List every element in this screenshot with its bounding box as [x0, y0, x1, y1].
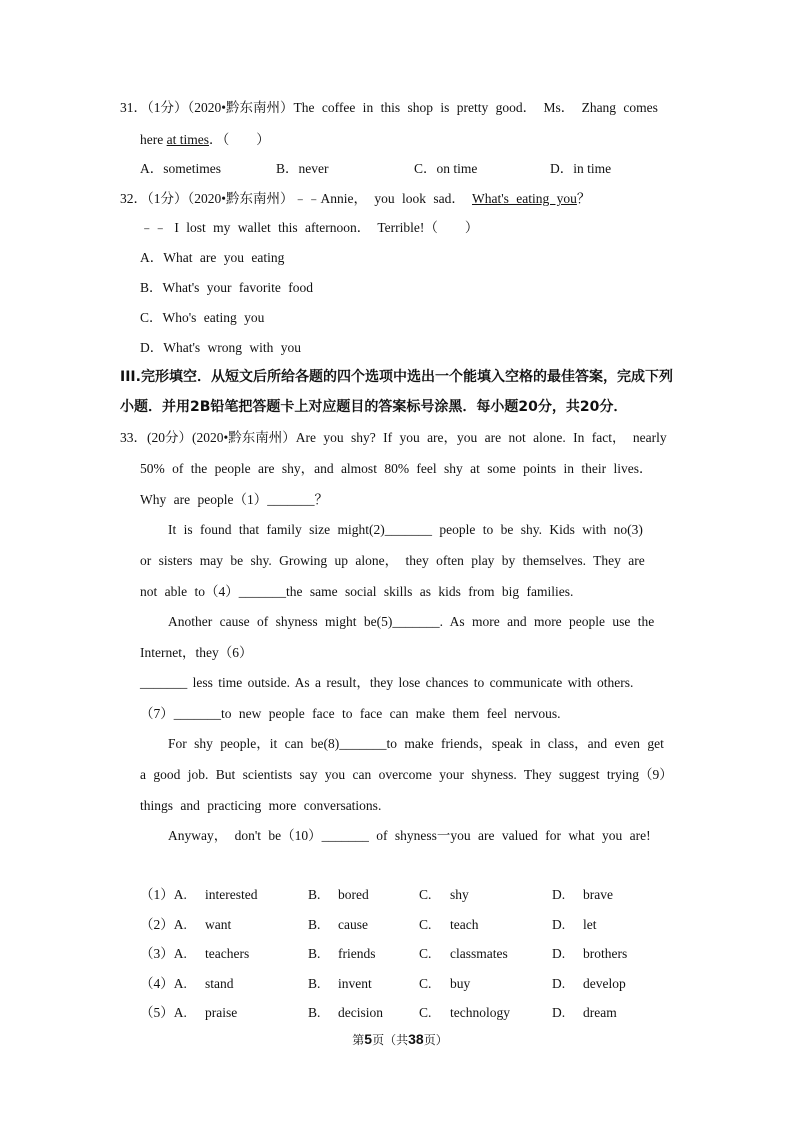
q31-option-c: C．on time	[414, 161, 478, 176]
choice-c-letter: C.	[419, 976, 432, 991]
q33-passage-line: 50% of the people are shy，and almost 80% feel shy at some points in their lives．	[140, 461, 653, 476]
footer-suffix: 页）	[423, 1033, 448, 1047]
q32-stem-pre: 32．（1分）（2020•黔东南州）﹣﹣Annie， you look sad．	[120, 191, 472, 206]
choice-a: teachers	[205, 946, 250, 961]
choice-b: bored	[338, 887, 369, 902]
choice-number: （3）A.	[140, 946, 187, 961]
choice-b-letter: B.	[308, 887, 321, 902]
q32-underlined-phrase: What's eating you	[471, 191, 577, 206]
choice-a: want	[205, 917, 232, 932]
choice-b: friends	[338, 946, 376, 961]
q31-here: here	[140, 132, 167, 147]
q33-passage-line: Anyway， don't be（10）_______ of shyness一you are valued for what you are!	[168, 828, 651, 843]
q33-passage-line: things and practicing more conversations.	[140, 798, 382, 813]
q33-passage-line: _______ less time outside. As a result，they lose chances to communicate with others.	[140, 675, 634, 690]
choice-d-letter: D.	[552, 917, 566, 932]
q32-option-d: D．What's wrong with you	[140, 340, 302, 355]
q33-passage-line: For shy people，it can be(8)_______to make friends，speak in class，and even get	[168, 736, 664, 751]
q33-passage-line: Internet，they（6）	[140, 645, 253, 660]
choice-number: （4）A.	[140, 976, 187, 991]
q31-option-d: D．in time	[550, 161, 612, 176]
choice-d: brave	[583, 887, 613, 902]
q31-underlined-phrase: at times	[166, 132, 209, 147]
choice-b: decision	[338, 1005, 383, 1020]
page-footer	[0, 1030, 800, 1049]
choice-c-letter: C.	[419, 887, 432, 902]
choice-d: let	[583, 917, 597, 932]
q33-passage-line: not able to（4）_______the same social skills as kids from big families.	[140, 584, 574, 599]
q32-option-a: A．What are you eating	[140, 250, 285, 265]
choice-number: （2）A.	[140, 917, 187, 932]
choice-a: interested	[205, 887, 258, 902]
choice-b-letter: B.	[308, 976, 321, 991]
q33-passage-line: or sisters may be shy. Growing up alone， they often play by themselves. They are	[140, 553, 645, 568]
choice-b-letter: B.	[308, 917, 321, 932]
q33-passage-line: Why are people（1）_______？	[140, 492, 328, 507]
choice-a: praise	[205, 1005, 238, 1020]
choice-c-letter: C.	[419, 1005, 432, 1020]
choice-d: develop	[583, 976, 626, 991]
q31-blank: ．（ ）	[208, 132, 270, 147]
choice-d: dream	[583, 1005, 617, 1020]
choice-d-letter: D.	[552, 887, 566, 902]
q33-passage-line: Another cause of shyness might be(5)_______. As more and more people use the	[168, 614, 655, 629]
choice-b: invent	[338, 976, 372, 991]
choice-d: brothers	[583, 946, 628, 961]
choice-c: shy	[450, 887, 469, 902]
choice-c: classmates	[450, 946, 508, 961]
page-number: 5	[364, 1031, 373, 1047]
choice-a: stand	[205, 976, 234, 991]
q31-option-b: B．never	[276, 161, 329, 176]
section3-instruction-line2: 小题．并用2B铅笔把答题卡上对应题目的答案标号涂黑．每小题20分，共20分．	[120, 399, 628, 415]
choice-d-letter: D.	[552, 946, 566, 961]
choice-c-letter: C.	[419, 917, 432, 932]
q32-option-b: B．What's your favorite food	[140, 280, 314, 295]
page-total: 38	[408, 1031, 424, 1047]
choice-b-letter: B.	[308, 1005, 321, 1020]
choice-number: （1）A.	[140, 887, 187, 902]
q33-passage-line: It is found that family size might(2)_______ people to be shy. Kids with no(3)	[168, 522, 643, 537]
footer-prefix: 第	[352, 1033, 365, 1047]
q33-passage-line: a good job. But scientists say you can overcome your shyness. They suggest trying（9）	[140, 767, 673, 782]
q31-option-a: A．sometimes	[140, 161, 221, 176]
choice-c: teach	[450, 917, 479, 932]
choice-b-letter: B.	[308, 946, 321, 961]
choice-c: buy	[450, 976, 471, 991]
choice-c: technology	[450, 1005, 510, 1020]
q32-stem-line2: ﹣﹣ I lost my wallet this afternoon． Terrible!（ ）	[140, 220, 479, 235]
footer-middle: 页（共	[372, 1033, 409, 1047]
choice-d-letter: D.	[552, 1005, 566, 1020]
choice-b: cause	[338, 917, 368, 932]
section3-instruction-line1: III.完形填空．从短文后所给各题的四个选项中选出一个能填入空格的最佳答案，完成下列	[120, 369, 673, 385]
q33-passage-line: （7）_______to new people face to face can make them feel nervous.	[140, 706, 561, 721]
q31-stem-line2	[140, 131, 270, 149]
q32-stem-line1	[120, 190, 590, 208]
q32-option-c: C．Who's eating you	[140, 310, 265, 325]
choice-c-letter: C.	[419, 946, 432, 961]
choice-d-letter: D.	[552, 976, 566, 991]
q33-passage-line: 33．(20分）(2020•黔东南州）Are you shy? If you are，you are not alone. In fact， nearly	[120, 430, 667, 445]
choice-number: （5）A.	[140, 1005, 187, 1020]
q32-stem-post: ？	[576, 191, 591, 206]
q31-stem-line1: 31．（1分）（2020•黔东南州）The coffee in this shop is pretty good． Ms． Zhang comes	[120, 100, 658, 115]
